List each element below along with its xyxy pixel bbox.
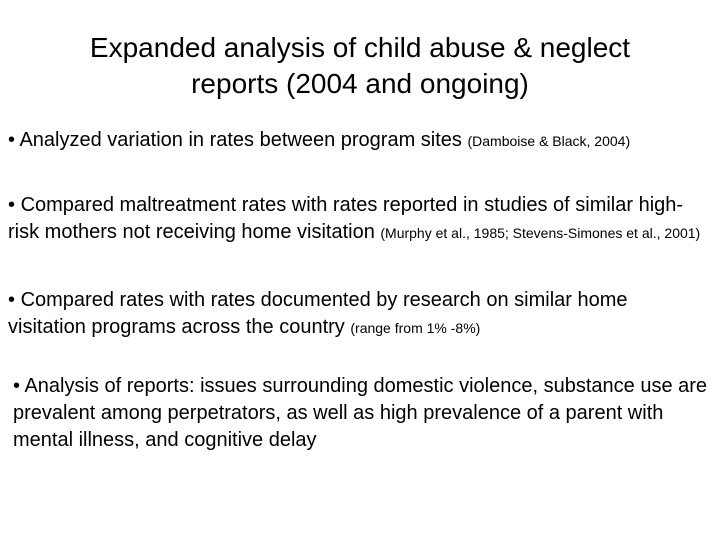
bullet-marker: •: [8, 129, 20, 151]
bullet-marker: •: [8, 289, 21, 311]
title-line-1: Expanded analysis of child abuse & neglect: [89, 32, 631, 63]
bullet-site-variation: [8, 127, 708, 155]
bullet-report-analysis: [13, 373, 713, 454]
bullet-text: Analyzed variation in rates between program sites: [19, 129, 468, 151]
bullet-citation: (range from 1% -8%): [350, 320, 481, 336]
title-line-2: reports (2004 and ongoing): [191, 68, 529, 99]
bullet-text: Analysis of reports: issues surrounding domestic violence, substance use are prevalent among perpetrators, as well as high prevalence of a parent with mental illness, and cognitive delay: [13, 375, 708, 451]
bullet-program-comparison: [8, 287, 708, 342]
bullet-citation: (Murphy et al., 1985; Stevens-Simones et al., 2001): [380, 225, 701, 241]
bullet-maltreatment-comparison: [8, 192, 708, 247]
bullet-text: Compared maltreatment rates with rates reported in studies of similar high-risk mothers not receiving home visitation: [8, 194, 684, 243]
bullet-citation: (Damboise & Black, 2004): [467, 133, 631, 149]
bullet-text: Compared rates with rates documented by research on similar home visitation programs across the country: [8, 289, 628, 338]
bullet-marker: •: [13, 375, 25, 397]
bullet-marker: •: [8, 194, 21, 216]
slide-title: [20, 30, 700, 102]
